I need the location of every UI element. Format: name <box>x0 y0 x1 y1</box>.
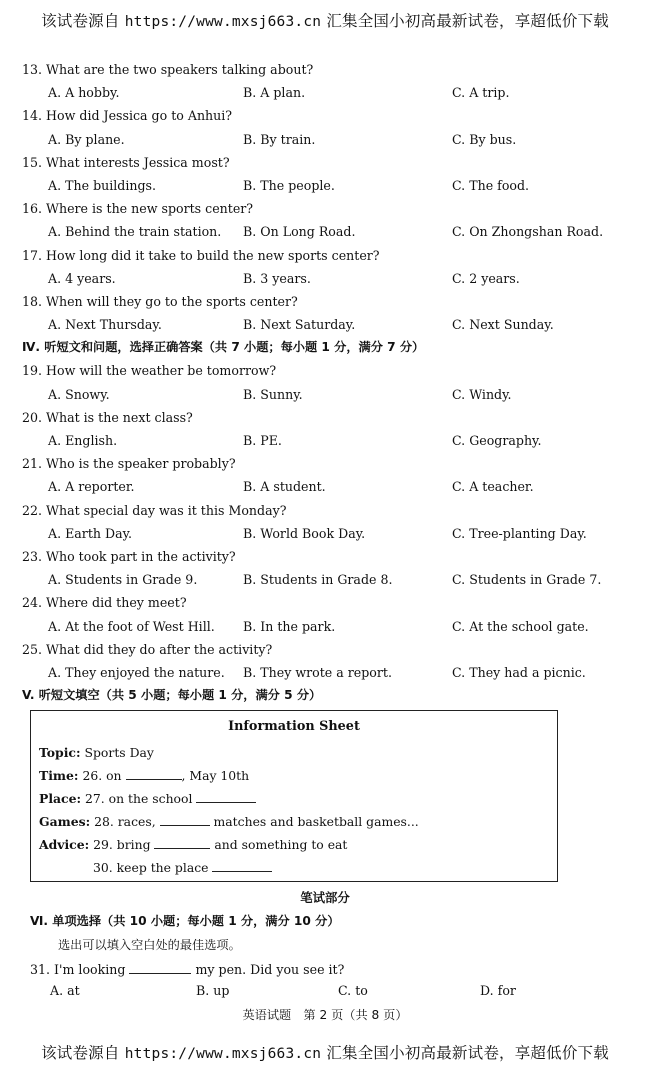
page-footer: 英语试题 第 2 页（共 8 页） <box>242 1008 408 1022</box>
banner-prefix: 该试卷源自 <box>41 1044 120 1062</box>
option-b: B. up <box>196 983 230 998</box>
question-25: 25. What did they do after the activity? <box>22 641 273 657</box>
q31-suffix: my pen. Did you see it? <box>195 962 345 977</box>
advice-suffix: and something to eat <box>214 837 348 852</box>
option-a: A. Earth Day. <box>48 525 133 541</box>
games-label: Games: <box>39 814 91 829</box>
question-14: 14. How did Jessica go to Anhui? <box>22 108 233 124</box>
option-a: A. Snowy. <box>48 386 110 402</box>
info-advice-row-2 <box>93 857 272 879</box>
games-prefix: 28. races, <box>94 814 156 829</box>
options-18 <box>0 313 650 336</box>
option-c: C. They had a picnic. <box>452 664 586 680</box>
banner-url[interactable]: https://www.mxsj663.cn <box>124 1046 322 1062</box>
blank-30[interactable] <box>212 857 272 872</box>
section-6-heading: Ⅵ. 单项选择（共 10 小题；每小题 1 分，满分 10 分） <box>30 914 340 928</box>
question-31 <box>30 959 344 977</box>
question-24: 24. Where did they meet? <box>22 595 187 611</box>
option-a: A. By plane. <box>48 131 125 147</box>
option-b: B. Sunny. <box>243 386 303 402</box>
question-20: 20. What is the next class? <box>22 409 193 425</box>
info-sheet-title: Information Sheet <box>228 719 360 734</box>
option-c: C. At the school gate. <box>452 618 589 634</box>
options-15 <box>0 174 650 197</box>
option-a: A. They enjoyed the nature. <box>48 664 225 680</box>
option-c: C. Next Sunday. <box>452 317 554 333</box>
option-c: C. 2 years. <box>452 270 520 286</box>
info-advice-row <box>39 834 347 856</box>
option-b: B. By train. <box>243 131 316 147</box>
section-5-heading: V. 听短文填空（共 5 小题；每小题 1 分，满分 5 分） <box>22 688 322 703</box>
option-a: A. At the foot of West Hill. <box>48 618 215 634</box>
options-21 <box>0 475 650 498</box>
option-a: A. English. <box>48 433 118 448</box>
topic-label: Topic: <box>39 745 81 760</box>
question-15: 15. What interests Jessica most? <box>22 154 230 170</box>
option-b: B. In the park. <box>243 618 336 634</box>
banner-suffix: 汇集全国小初高最新试卷，享超低价下载 <box>326 1044 609 1062</box>
option-a: A. 4 years. <box>48 270 116 286</box>
option-c: C. On Zhongshan Road. <box>452 224 604 240</box>
option-c: C. Tree-planting Day. <box>452 525 587 541</box>
option-a: A. A hobby. <box>48 85 120 101</box>
question-21: 21. Who is the speaker probably? <box>22 456 236 472</box>
section-4-heading: Ⅳ. 听短文和问题，选择正确答案（共 7 小题；每小题 1 分，满分 7 分） <box>22 340 425 355</box>
place-prefix: 27. on the school <box>85 791 193 806</box>
blank-28[interactable] <box>160 811 210 826</box>
option-c: C. By bus. <box>452 131 517 147</box>
option-a: A. The buildings. <box>48 177 157 193</box>
option-c: C. Students in Grade 7. <box>452 572 602 588</box>
time-suffix: , May 10th <box>181 768 250 783</box>
games-suffix: matches and basketball games... <box>213 814 419 829</box>
question-19: 19. How will the weather be tomorrow? <box>22 363 277 379</box>
option-a: A. at <box>50 983 80 998</box>
option-b: B. PE. <box>243 433 282 448</box>
banner-suffix: 汇集全国小初高最新试卷，享超低价下载 <box>326 12 609 30</box>
option-a: A. A reporter. <box>48 479 135 495</box>
info-time-row <box>39 765 249 787</box>
banner-url[interactable]: https://www.mxsj663.cn <box>124 14 322 30</box>
options-23 <box>0 568 650 591</box>
information-sheet <box>30 710 558 882</box>
section-6-instruction: 选出可以填入空白处的最佳选项。 <box>58 938 241 952</box>
place-label: Place: <box>39 791 82 806</box>
info-topic-row <box>39 742 154 764</box>
banner-prefix: 该试卷源自 <box>41 12 120 30</box>
question-16: 16. Where is the new sports center? <box>22 201 254 217</box>
options-24 <box>0 615 650 638</box>
q31-prefix: 31. I'm looking <box>30 962 126 977</box>
option-c: C. A teacher. <box>452 479 534 495</box>
option-c: C. to <box>338 983 368 998</box>
blank-29[interactable] <box>154 834 210 849</box>
option-b: B. 3 years. <box>243 270 311 286</box>
options-16 <box>0 220 650 243</box>
question-23: 23. Who took part in the activity? <box>22 548 236 564</box>
question-17: 17. How long did it take to build the new sports center? <box>22 247 380 263</box>
source-banner-top <box>0 6 650 36</box>
options-22 <box>0 522 650 545</box>
option-a: A. Behind the train station. <box>48 224 222 240</box>
option-b: B. World Book Day. <box>243 525 366 541</box>
info-place-row <box>39 788 256 810</box>
option-d: D. for <box>480 983 516 998</box>
options-25 <box>0 661 650 684</box>
option-a: A. Next Thursday. <box>48 317 162 333</box>
option-c: C. The food. <box>452 177 530 193</box>
advice-label: Advice: <box>39 837 90 852</box>
option-c: C. Geography. <box>452 433 542 448</box>
question-13: 13. What are the two speakers talking about? <box>22 62 314 77</box>
advice-prefix: 29. bring <box>93 837 151 852</box>
options-20 <box>0 429 650 452</box>
options-14 <box>0 128 650 151</box>
options-19 <box>0 383 650 406</box>
option-b: B. A plan. <box>243 85 306 101</box>
blank-26[interactable] <box>126 765 182 780</box>
written-part-heading: 笔试部分 <box>300 890 350 905</box>
option-a: A. Students in Grade 9. <box>48 572 198 588</box>
topic-value: Sports Day <box>84 745 154 760</box>
time-label: Time: <box>39 768 79 783</box>
option-b: B. On Long Road. <box>243 224 356 240</box>
option-b: B. Students in Grade 8. <box>243 572 393 588</box>
option-b: B. They wrote a report. <box>243 664 392 680</box>
blank-31[interactable] <box>129 959 191 974</box>
option-b: B. The people. <box>243 177 335 193</box>
blank-27[interactable] <box>196 788 256 803</box>
option-c: C. A trip. <box>452 85 510 101</box>
options-13 <box>0 81 650 104</box>
source-banner-bottom <box>0 1038 650 1068</box>
question-18: 18. When will they go to the sports center? <box>22 293 298 309</box>
time-prefix: 26. on <box>82 768 122 783</box>
option-b: B. A student. <box>243 479 326 495</box>
exam-content <box>0 58 650 707</box>
question-22: 22. What special day was it this Monday? <box>22 502 287 518</box>
option-c: C. Windy. <box>452 386 512 402</box>
options-17 <box>0 267 650 290</box>
info-games-row <box>39 811 419 833</box>
option-b: B. Next Saturday. <box>243 317 356 333</box>
advice2-prefix: 30. keep the place <box>93 860 209 875</box>
